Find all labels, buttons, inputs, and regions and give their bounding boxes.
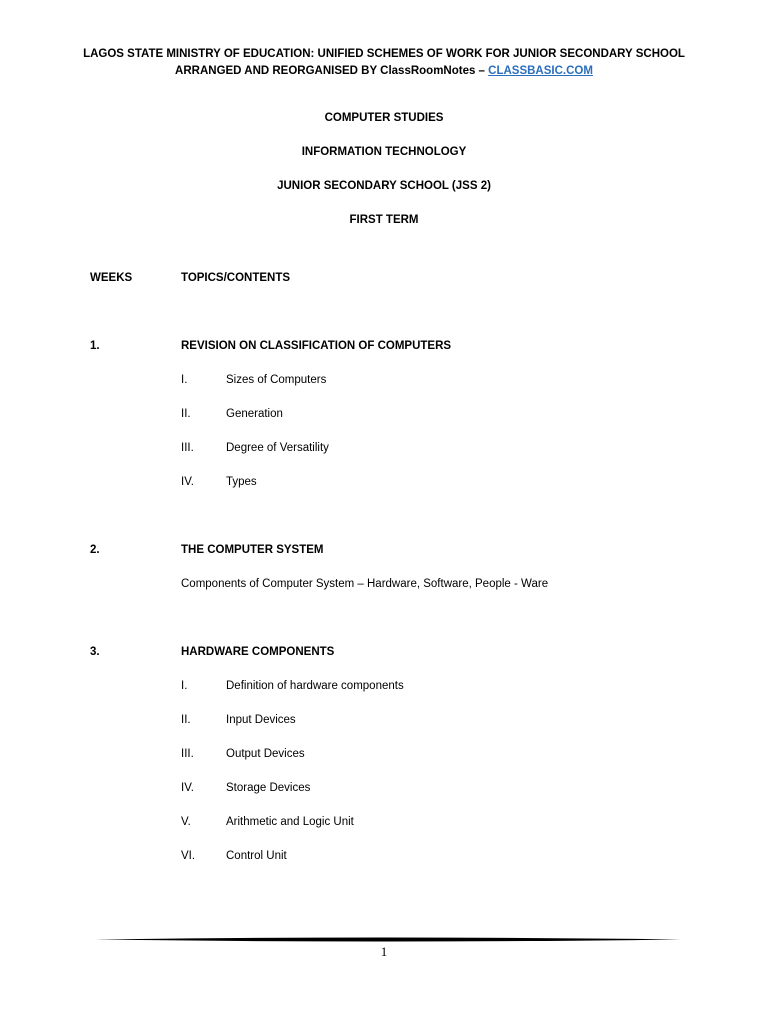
week-2-note: Components of Computer System – Hardware, Software, People - Ware: [181, 578, 549, 590]
weeks-column-heading: WEEKS: [90, 272, 133, 284]
week-3-item-2-text: Input Devices: [226, 714, 296, 726]
week-3-item-1-text: Definition of hardware components: [226, 680, 404, 692]
header-line-2: [0, 63, 768, 80]
week-1-topic: REVISION ON CLASSIFICATION OF COMPUTERS: [181, 340, 452, 352]
week-2-topic: THE COMPUTER SYSTEM: [181, 544, 324, 556]
week-1-item-2-text: Generation: [226, 408, 283, 420]
week-1-item-1-text: Sizes of Computers: [226, 374, 327, 386]
subject-title: COMPUTER STUDIES: [324, 112, 444, 124]
week-1-item-3-text: Degree of Versatility: [226, 442, 329, 454]
week-3-item-6-text: Control Unit: [226, 850, 287, 862]
week-3-item-4-numeral: IV.: [181, 782, 195, 794]
week-3-item-3-text: Output Devices: [226, 748, 305, 760]
week-1-item-1-numeral: I.: [181, 374, 188, 386]
week-3-number: 3.: [90, 646, 100, 658]
term-title: FIRST TERM: [349, 214, 419, 226]
topics-column-heading: TOPICS/CONTENTS: [181, 272, 291, 284]
week-3-item-4-text: Storage Devices: [226, 782, 311, 794]
week-3-item-1-numeral: I.: [181, 680, 188, 692]
week-3-topic: HARDWARE COMPONENTS: [181, 646, 335, 658]
class-title: JUNIOR SECONDARY SCHOOL (JSS 2): [277, 180, 491, 192]
week-2-number: 2.: [90, 544, 100, 556]
theme-title: INFORMATION TECHNOLOGY: [301, 146, 467, 158]
footer-divider: [95, 937, 681, 942]
week-3-item-3-numeral: III.: [181, 748, 194, 760]
classbasic-link[interactable]: CLASSBASIC.COM: [488, 65, 593, 77]
week-1-item-2-numeral: II.: [181, 408, 191, 420]
week-1-item-4-text: Types: [226, 476, 257, 488]
week-3-item-5-numeral: V.: [181, 816, 191, 828]
week-3-item-5-text: Arithmetic and Logic Unit: [226, 816, 354, 828]
week-1-item-4-numeral: IV.: [181, 476, 195, 488]
header-line-2-prefix: ARRANGED AND REORGANISED BY ClassRoomNotes –: [175, 65, 489, 77]
header-line-1: LAGOS STATE MINISTRY OF EDUCATION: UNIFIED SCHEMES OF WORK FOR JUNIOR SECONDARY SCHOOL: [83, 48, 685, 60]
week-3-item-6-numeral: VI.: [181, 850, 196, 862]
page-number: 1: [380, 944, 388, 959]
document-header: [0, 46, 768, 80]
week-1-item-3-numeral: III.: [181, 442, 194, 454]
week-1-number: 1.: [90, 340, 100, 352]
week-3-item-2-numeral: II.: [181, 714, 191, 726]
